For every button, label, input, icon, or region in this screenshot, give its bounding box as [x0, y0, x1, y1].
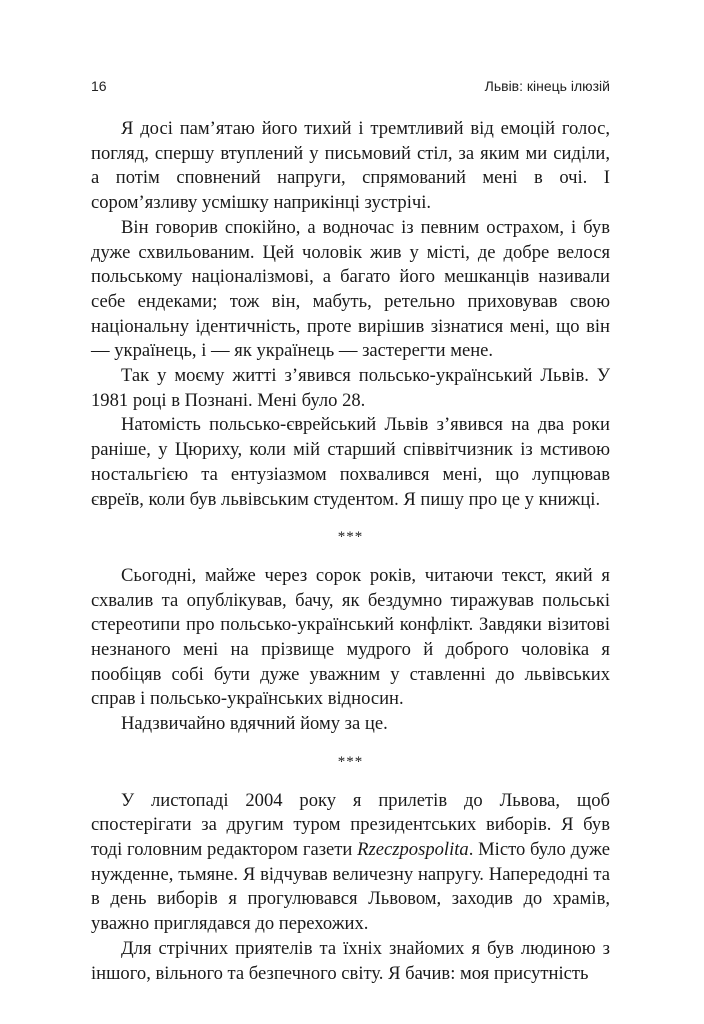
paragraph-2: Він говорив спокійно, а водночас із певним острахом, і був дуже схвильованим. Цей чоловік жив у місті, де добре велося польському націоналізмові, а багато його мешканців називали себе ендеками; тож він, мабуть, ретельно приховував свою національну ідентичність, проте вирішив зізнатися мені, що він — українець, і — як українець — застерегти мене. [91, 216, 610, 362]
section-separator-2: *** [337, 753, 364, 770]
paragraph-1: Я досі пам’ятаю його тихий і тремтливий від емоцій голос, погляд, спершу втуплений у письмовий стіл, за яким ми сиділи, а потім сповнений напруги, спрямований мені в очі. І сором’язливу усмішку наприкінці зустрічі. [91, 118, 610, 214]
page-body [91, 117, 610, 986]
paragraph-7-text-before: У листопаді 2004 року я прилетів до Львова, щоб спостерігати за другим туром президентських виборів. Я був тоді головним редактором газети [91, 789, 610, 860]
paragraph-7 [91, 789, 610, 937]
paragraph-8: Для стрічних приятелів та їхніх знайомих я був людиною з іншого, вільного та безпечного світу. Я бачив: моя присутність [91, 937, 610, 984]
newspaper-title: Rzeczpospolita [357, 838, 469, 860]
page-number: 16 [91, 78, 107, 94]
section-separator-1: *** [337, 529, 364, 546]
running-title: Львів: кінець ілюзій [484, 78, 610, 94]
paragraph-5: Сьогодні, майже через сорок років, читаючи текст, який я схвалив та опублікував, бачу, як бездумно тиражував польські стереотипи про польсько-український конфлікт. Завдяки візитові незнаного мені на прізвище мудрого й доброго чоловіка я пообіцяв собі бути дуже уважним у ставленні до львівських справ і польсько-українських відносин. [91, 564, 610, 710]
paragraph-6: Надзвичайно вдячний йому за це. [121, 713, 388, 735]
paragraph-4: Натомість польсько-єврейський Львів з’явився на два роки раніше, у Цюриху, коли мій старший співвітчизник із мстивою ностальгією та ентузіазмом похвалився мені, що лупцював євреїв, коли був львівським студентом. Я пишу про це у книжці. [91, 414, 610, 510]
page-header [91, 78, 610, 98]
paragraph-7-text-after: . Місто було дуже нужденне, тьмяне. Я відчував величезну напругу. Напередодні та в день виборів я прогулювався Львовом, заходив до храмів, уважно приглядався до перехожих. [91, 838, 610, 935]
paragraph-3: Так у моєму житті з’явився польсько-український Львів. У 1981 році в Познані. Мені було 28. [91, 365, 610, 411]
